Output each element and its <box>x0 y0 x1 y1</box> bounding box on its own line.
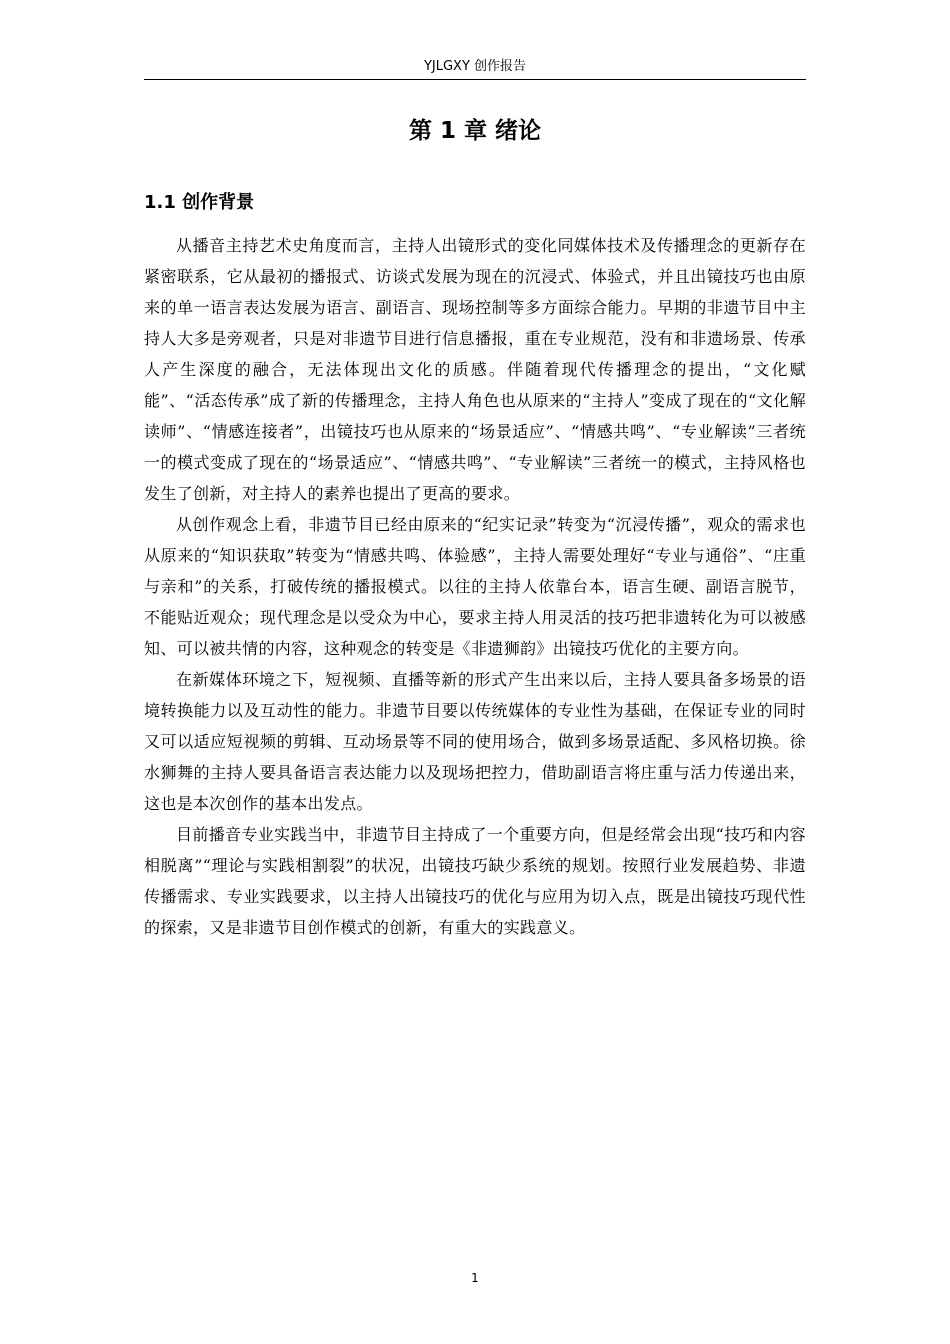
chapter-title: 第 1 章 绪论 <box>408 118 542 144</box>
body-text <box>144 230 806 943</box>
paragraph: 在新媒体环境之下，短视频、直播等新的形式产生出来以后，主持人要具备多场景的语境转换能力以及互动性的能力。非遗节目要以传统媒体的专业性为基础，在保证专业的同时又可以适应短视频的剪辑、互动场景等不同的使用场合，做到多场景适配、多风格切换。徐水狮舞的主持人要具备语言表达能力以及现场把控力，借助副语言将庄重与活力传递出来，这也是本次创作的基本出发点。 <box>144 670 806 813</box>
paragraph: 从播音主持艺术史角度而言，主持人出镜形式的变化同媒体技术及传播理念的更新存在紧密联系，它从最初的播报式、访谈式发展为现在的沉浸式、体验式，并且出镜技巧也由原来的单一语言表达发展为语言、副语言、现场控制等多方面综合能力。早期的非遗节目中主持人大多是旁观者，只是对非遗节目进行信息播报，重在专业规范，没有和非遗场景、传承人产生深度的融合，无法体现出文化的质感。伴随着现代传播理念的提出，“文化赋能”、“活态传承”成了新的传播理念，主持人角色也从原来的“主持人”变成了现在的“文化解读师”、“情感连接者”，出镜技巧也从原来的“场景适应”、“情感共鸣”、“专业解读”三者统一的模式变成了现在的“场景适应”、“情感共鸣”、“专业解读”三者统一的模式，主持风格也发生了创新，对主持人的素养也提出了更高的要求。 <box>144 236 806 503</box>
paragraph: 从创作观念上看，非遗节目已经由原来的“纪实记录”转变为“沉浸传播”，观众的需求也从原来的“知识获取”转变为“情感共鸣、体验感”，主持人需要处理好“专业与通俗”、“庄重与亲和”的关系，打破传统的播报模式。以往的主持人依靠台本，语言生硬、副语言脱节，不能贴近观众；现代理念是以受众为中心，要求主持人用灵活的技巧把非遗转化为可以被感知、可以被共情的内容，这种观念的转变是《非遗狮韵》出镜技巧优化的主要方向。 <box>144 515 806 658</box>
page-number: 1 <box>471 1271 479 1285</box>
running-header: YJLGXY 创作报告 <box>423 59 527 74</box>
header-divider <box>144 79 806 80</box>
paragraph: 目前播音专业实践当中，非遗节目主持成了一个重要方向，但是经常会出现“技巧和内容相脱离”“理论与实践相割裂”的状况，出镜技巧缺少系统的规划。按照行业发展趋势、非遗传播需求、专业实践要求，以主持人出镜技巧的优化与应用为切入点，既是出镜技巧现代性的探索，又是非遗节目创作模式的创新，有重大的实践意义。 <box>144 825 806 937</box>
section-heading: 1.1 创作背景 <box>144 192 255 213</box>
